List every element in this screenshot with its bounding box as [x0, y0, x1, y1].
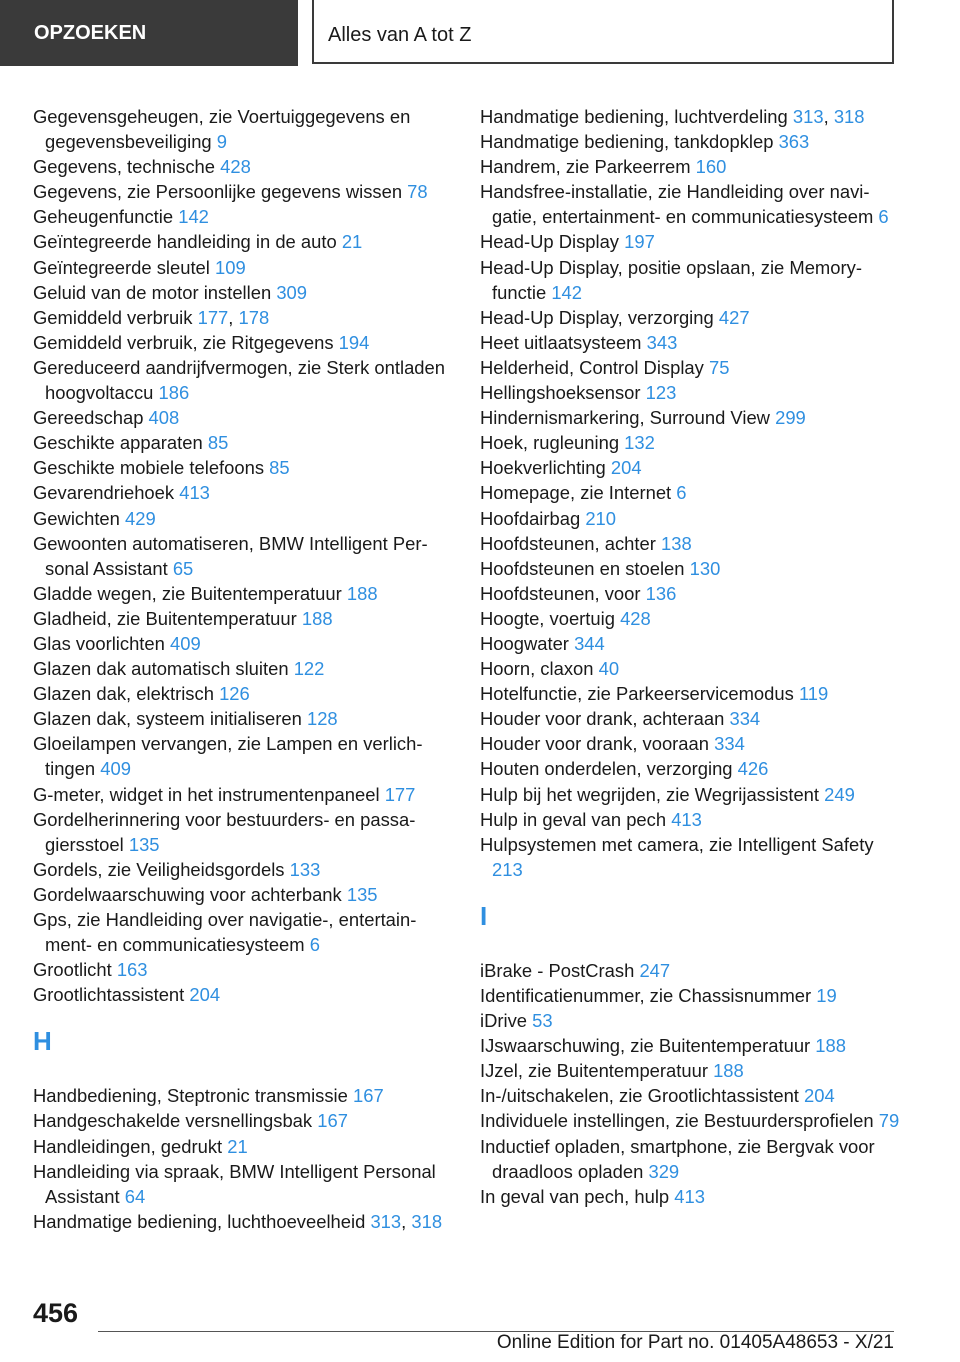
index-letter-heading: H: [33, 1026, 52, 1057]
page-reference-link[interactable]: 188: [815, 1035, 846, 1057]
index-entry-term: Head-Up Display: [480, 231, 620, 253]
index-entry-term: Gegevens, zie Persoonlijke gegevens wissen: [33, 181, 403, 203]
page-reference-link[interactable]: 167: [352, 1085, 384, 1107]
index-entry-term: Glazen dak automatisch sluiten: [33, 658, 289, 680]
page-reference-link[interactable]: 65: [172, 557, 194, 579]
page-reference-link[interactable]: 126: [219, 683, 250, 705]
index-entry: [480, 958, 900, 983]
index-entry-term: Gereduceerd aandrijfvermogen, zie Sterk ontladen hoogvoltaccu: [33, 356, 445, 404]
index-entry: [480, 983, 900, 1008]
index-entry-term: Gloeilampen vervangen, zie Lampen en verlichtingen: [33, 733, 423, 780]
page-reference-link[interactable]: 329: [648, 1160, 680, 1182]
index-entry-term: Handmatige bediening, tankdopklep: [480, 131, 774, 153]
index-entry-term: Grootlicht: [33, 959, 112, 981]
index-entry: [480, 480, 900, 505]
index-entry-term: Geluid van de motor instellen: [33, 281, 272, 303]
index-entry: [33, 606, 455, 631]
index-entry-term: Geheugenfunctie: [33, 206, 174, 228]
index-entry: [480, 430, 900, 455]
index-entry-term: Hoofdsteunen, voor: [480, 582, 641, 604]
page-reference-link[interactable]: 79: [878, 1110, 900, 1132]
page-reference-link[interactable]: 177: [197, 306, 229, 328]
index-entry-term: In geval van pech, hulp: [480, 1185, 670, 1207]
index-entry: [33, 982, 455, 1007]
page-reference-link[interactable]: 6: [878, 206, 889, 228]
index-entry: [33, 531, 455, 581]
page-reference-link[interactable]: 249: [824, 783, 855, 805]
page-reference-link[interactable]: 334: [714, 733, 745, 755]
index-entry: [480, 229, 900, 254]
page-reference-link[interactable]: 413: [179, 482, 210, 504]
index-entry-term: Gegevensgeheugen, zie Voertuiggegevens en gegevensbeveiliging: [33, 106, 411, 153]
index-entry-term: Hotelfunctie, zie Parkeerservicemodus: [480, 683, 794, 705]
index-entry: [33, 1108, 455, 1133]
page-reference-link[interactable]: 135: [128, 833, 160, 855]
page-reference-link[interactable]: 167: [317, 1110, 348, 1132]
index-entry-term: Geschikte mobiele telefoons: [33, 457, 265, 479]
index-entry-term: Gemiddeld verbruik, zie Ritgegevens: [33, 331, 334, 353]
page-reference-link[interactable]: 413: [671, 808, 702, 830]
index-entry-term: Gewichten: [33, 507, 120, 529]
index-entry: [33, 957, 455, 982]
index-entry-term: Handmatige bediening, luchthoeveelheid: [33, 1210, 366, 1232]
page-reference-link[interactable]: 409: [170, 632, 201, 654]
index-entry-term: Hellingshoeksensor: [480, 382, 641, 404]
index-entry: [480, 556, 900, 581]
page-reference-link[interactable]: 197: [624, 231, 655, 253]
index-entry: [33, 405, 455, 430]
page-reference-link[interactable]: 9: [216, 131, 228, 153]
index-entry: [33, 1134, 455, 1159]
index-entry: [480, 355, 900, 380]
index-entry-term: Hoorn, claxon: [480, 658, 594, 680]
index-entry-term: Glazen dak, elektrisch: [33, 683, 214, 705]
index-entry-term: Handmatige bediening, luchtverdeling: [480, 106, 788, 127]
index-entry-term: Gevarendriehoek: [33, 482, 175, 504]
index-column-left: [33, 104, 455, 1234]
index-entry: [33, 204, 455, 229]
page-reference-link[interactable]: 19: [816, 985, 837, 1006]
page-reference-link[interactable]: 123: [645, 382, 677, 404]
index-entry: [480, 807, 900, 832]
page-reference-link[interactable]: 160: [695, 156, 727, 178]
index-entry-term: Geschikte apparaten: [33, 432, 203, 454]
index-column-right: [480, 104, 900, 1209]
page-title: Alles van A tot Z: [312, 0, 894, 64]
index-entry-term: Handbediening, Steptronic transmissie: [33, 1085, 348, 1107]
index-entry: [33, 1083, 455, 1108]
page-reference-link[interactable]: 85: [269, 457, 290, 479]
index-entry: [480, 154, 900, 179]
page-reference-link[interactable]: 313: [370, 1210, 402, 1232]
page-reference-link[interactable]: 210: [585, 507, 617, 529]
index-entry-term: G-meter, widget in het instrumentenpaneel: [33, 783, 380, 805]
page-reference-link[interactable]: 132: [624, 432, 655, 454]
index-entry: [33, 480, 455, 505]
page-reference-link[interactable]: 128: [306, 708, 338, 730]
page-reference-link[interactable]: 122: [293, 658, 325, 680]
index-entry: [33, 581, 455, 606]
index-entry: [33, 731, 455, 781]
index-entry: [480, 606, 900, 631]
index-entry: [33, 656, 455, 681]
page-reference-link[interactable]: 133: [289, 858, 321, 880]
index-entry-term: Hoekverlichting: [480, 457, 606, 479]
page-reference-link[interactable]: 188: [713, 1060, 744, 1082]
page-reference-link[interactable]: 247: [639, 959, 671, 981]
page-reference-link[interactable]: 188: [346, 582, 378, 604]
index-entry-term: Head-Up Display, positie opslaan, zie Memoryfunctie: [480, 256, 862, 303]
page-reference-link[interactable]: 178: [238, 306, 270, 328]
index-entry: [480, 531, 900, 556]
page-reference-link[interactable]: 119: [798, 683, 829, 705]
page-reference-link[interactable]: 299: [775, 407, 806, 429]
index-entry-term: Gordels, zie Veiligheidsgordels: [33, 858, 285, 880]
index-entry-term: Hulp in geval van pech: [480, 808, 667, 830]
index-entry: [480, 1008, 900, 1033]
index-entry-term: Head-Up Display, verzorging: [480, 306, 714, 328]
section-tab: OPZOEKEN: [0, 0, 298, 66]
index-entry: [480, 1058, 900, 1083]
index-entry: [33, 355, 455, 405]
page-reference-link[interactable]: 40: [598, 658, 620, 680]
index-entry: [480, 380, 900, 405]
page-reference-link[interactable]: 334: [729, 708, 761, 730]
page-reference-link[interactable]: 318: [833, 106, 865, 127]
index-entry-term: Geïntegreerde sleutel: [33, 256, 210, 278]
index-entry: [33, 154, 455, 179]
page-reference-link[interactable]: 6: [309, 934, 320, 956]
index-entry: [33, 631, 455, 656]
index-entry-term: IJzel, zie Buitentemperatuur: [480, 1060, 708, 1082]
index-entry-term: Gladde wegen, zie Buitentemperatuur: [33, 582, 342, 604]
index-entry-term: Geïntegreerde handleiding in de auto: [33, 231, 337, 253]
index-entry: [480, 581, 900, 606]
index-entry: [33, 104, 455, 154]
index-entry: [480, 305, 900, 330]
index-entry: [480, 455, 900, 480]
index-entry-term: Hoek, rugleuning: [480, 432, 620, 454]
index-entry: [480, 681, 900, 706]
index-entry-term: Handgeschakelde versnellingsbak: [33, 1110, 313, 1132]
page-reference-link[interactable]: 177: [384, 783, 416, 805]
index-entry-term: Handleiding via spraak, BMW Intelligent Personal Assistant: [33, 1160, 436, 1207]
page-reference-link[interactable]: 426: [737, 758, 769, 780]
index-entry-term: Handleidingen, gedrukt: [33, 1135, 223, 1157]
page-reference-link[interactable]: 75: [708, 356, 730, 378]
index-entry: [480, 832, 900, 882]
index-entry-term: Gladheid, zie Buitentemperatuur: [33, 607, 297, 629]
index-entry-term: Heet uitlaatsysteem: [480, 331, 642, 353]
index-entry: [33, 430, 455, 455]
index-entry: [480, 330, 900, 355]
index-entry: [33, 506, 455, 531]
page-reference-link[interactable]: 53: [532, 1010, 553, 1032]
index-entry: [33, 857, 455, 882]
index-entry-term: Individuele instellingen, zie Bestuurdersprofielen: [480, 1110, 874, 1132]
page-reference-link[interactable]: 213: [492, 858, 523, 880]
page-reference-link[interactable]: 194: [338, 331, 370, 353]
index-entry: [480, 731, 900, 756]
index-entry-term: IJswaarschuwing, zie Buitentemperatuur: [480, 1035, 811, 1057]
page-reference-link[interactable]: 428: [620, 607, 651, 629]
page-reference-link[interactable]: 204: [804, 1085, 835, 1107]
page-reference-link[interactable]: 309: [276, 281, 308, 303]
page-reference-link[interactable]: 21: [227, 1135, 248, 1157]
index-entry: [33, 280, 455, 305]
index-entry-term: Hoogte, voertuig: [480, 607, 615, 629]
page-reference-link[interactable]: 427: [718, 306, 750, 328]
index-letter-heading: I: [480, 900, 488, 931]
index-entry-term: Houder voor drank, achteraan: [480, 708, 725, 730]
index-entry: [33, 882, 455, 907]
index-entry: [33, 255, 455, 280]
index-entry: [480, 1184, 900, 1209]
page-reference-link[interactable]: 142: [178, 206, 209, 228]
index-entry-term: Hoofdsteunen en stoelen: [480, 557, 685, 579]
index-entry: [480, 1083, 900, 1108]
index-entry-term: Hulpsystemen met camera, zie Intelligent Safety: [480, 833, 874, 855]
index-entry-term: Gemiddeld verbruik: [33, 306, 193, 328]
page-reference-link[interactable]: 343: [646, 331, 678, 353]
page-reference-link[interactable]: 204: [610, 457, 642, 479]
page-reference-link[interactable]: 142: [551, 281, 582, 303]
page-reference-link[interactable]: 363: [778, 131, 810, 153]
index-entry: [33, 782, 455, 807]
index-entry: [480, 1108, 900, 1133]
index-entry: [480, 656, 900, 681]
index-entry: [480, 782, 900, 807]
index-entry-term: In-/uitschakelen, zie Grootlichtassistent: [480, 1085, 799, 1107]
index-entry-term: Handsfree-installatie, zie Handleiding over navigatie, entertainment- en communicatiesysteem: [480, 181, 874, 228]
page-number: 456: [33, 1298, 79, 1328]
index-entry-term: Helderheid, Control Display: [480, 356, 704, 378]
index-entry: [33, 706, 455, 731]
page-reference-link[interactable]: 409: [100, 758, 131, 780]
index-entry: [480, 756, 900, 781]
index-entry: [480, 255, 900, 305]
index-entry: [33, 455, 455, 480]
page-reference-link[interactable]: 64: [124, 1185, 146, 1207]
page-reference-link[interactable]: 428: [220, 156, 251, 178]
page-reference-link[interactable]: 186: [158, 382, 190, 404]
index-entry: [480, 1033, 900, 1058]
index-entry-term: Gps, zie Handleiding over navigatie-, entertainment- en communicatiesysteem: [33, 909, 417, 956]
index-entry: [480, 405, 900, 430]
index-entry-term: Gordelherinnering voor bestuurders- en passagiersstoel: [33, 808, 416, 855]
index-entry-term: Identificatienummer, zie Chassisnummer: [480, 985, 812, 1006]
index-entry-term: Gordelwaarschuwing voor achterbank: [33, 883, 342, 905]
index-entry-term: Gewoonten automatiseren, BMW Intelligent Personal Assistant: [33, 532, 428, 579]
page-reference-link[interactable]: 85: [207, 432, 229, 454]
page-reference-link[interactable]: 344: [574, 632, 605, 654]
page-reference-link[interactable]: 313: [792, 106, 824, 127]
page-reference-link[interactable]: 109: [215, 256, 246, 278]
index-entry-term: Glazen dak, systeem initialiseren: [33, 708, 302, 730]
page-reference-link[interactable]: 318: [411, 1210, 443, 1232]
index-entry: [33, 807, 455, 857]
index-entry-term: Houder voor drank, vooraan: [480, 733, 709, 755]
index-entry-term: Gegevens, technische: [33, 156, 215, 178]
page-reference-link[interactable]: 163: [116, 959, 148, 981]
page-reference-link[interactable]: 429: [125, 507, 156, 529]
page-reference-link[interactable]: 78: [407, 181, 428, 203]
index-entry: [480, 706, 900, 731]
page-reference-link[interactable]: 408: [148, 407, 180, 429]
index-entry: [33, 179, 455, 204]
index-entry: [33, 907, 455, 957]
index-entry-term: Houten onderdelen, verzorging: [480, 758, 733, 780]
page-reference-link[interactable]: 21: [341, 231, 363, 253]
index-entry: Handmatige bediening, luchtverdeling 313, 318: [480, 106, 865, 127]
index-entry-term: Gereedschap: [33, 407, 144, 429]
index-entry-term: Hoogwater: [480, 632, 569, 654]
index-entry: [480, 179, 900, 229]
index-entry-term: iBrake - PostCrash: [480, 959, 635, 981]
index-entry: [480, 1134, 900, 1184]
page-reference-link[interactable]: 6: [676, 482, 687, 504]
page-reference-link[interactable]: 188: [301, 607, 333, 629]
index-entry: [480, 631, 900, 656]
page-reference-link[interactable]: 138: [660, 532, 692, 554]
index-entry-term: Hindernismarkering, Surround View: [480, 407, 770, 429]
page-reference-link[interactable]: 204: [189, 984, 221, 1006]
page-reference-link[interactable]: 130: [689, 557, 721, 579]
index-entry-term: Hoofdsteunen, achter: [480, 532, 656, 554]
page-reference-link[interactable]: 136: [645, 582, 677, 604]
index-entry: Gemiddeld verbruik 177, 178: [33, 306, 270, 328]
index-entry: [33, 229, 455, 254]
index-entry: [480, 129, 900, 154]
index-entry: [33, 330, 455, 355]
page-reference-link[interactable]: 413: [674, 1185, 705, 1207]
index-entry-term: Hulp bij het wegrijden, zie Wegrijassistent: [480, 783, 820, 805]
index-entry-term: iDrive: [480, 1010, 528, 1032]
index-entry-term: Homepage, zie Internet: [480, 482, 672, 504]
index-entry-term: Grootlichtassistent: [33, 984, 185, 1006]
index-entry-term: Inductief opladen, smartphone, zie Bergvak voor draadloos opladen: [480, 1135, 875, 1182]
index-entry-term: Handrem, zie Parkeerrem: [480, 156, 691, 178]
index-entry: [33, 681, 455, 706]
footer-edition-text: Online Edition for Part no. 01405A48653 - X/21: [496, 1332, 894, 1353]
index-entry: [480, 506, 900, 531]
index-entry: [33, 1159, 455, 1209]
index-entry-term: Glas voorlichten: [33, 632, 165, 654]
index-entry-term: Hoofdairbag: [480, 507, 581, 529]
index-entry: Handmatige bediening, luchthoeveelheid 313, 318: [33, 1210, 443, 1232]
page-reference-link[interactable]: 135: [346, 883, 378, 905]
